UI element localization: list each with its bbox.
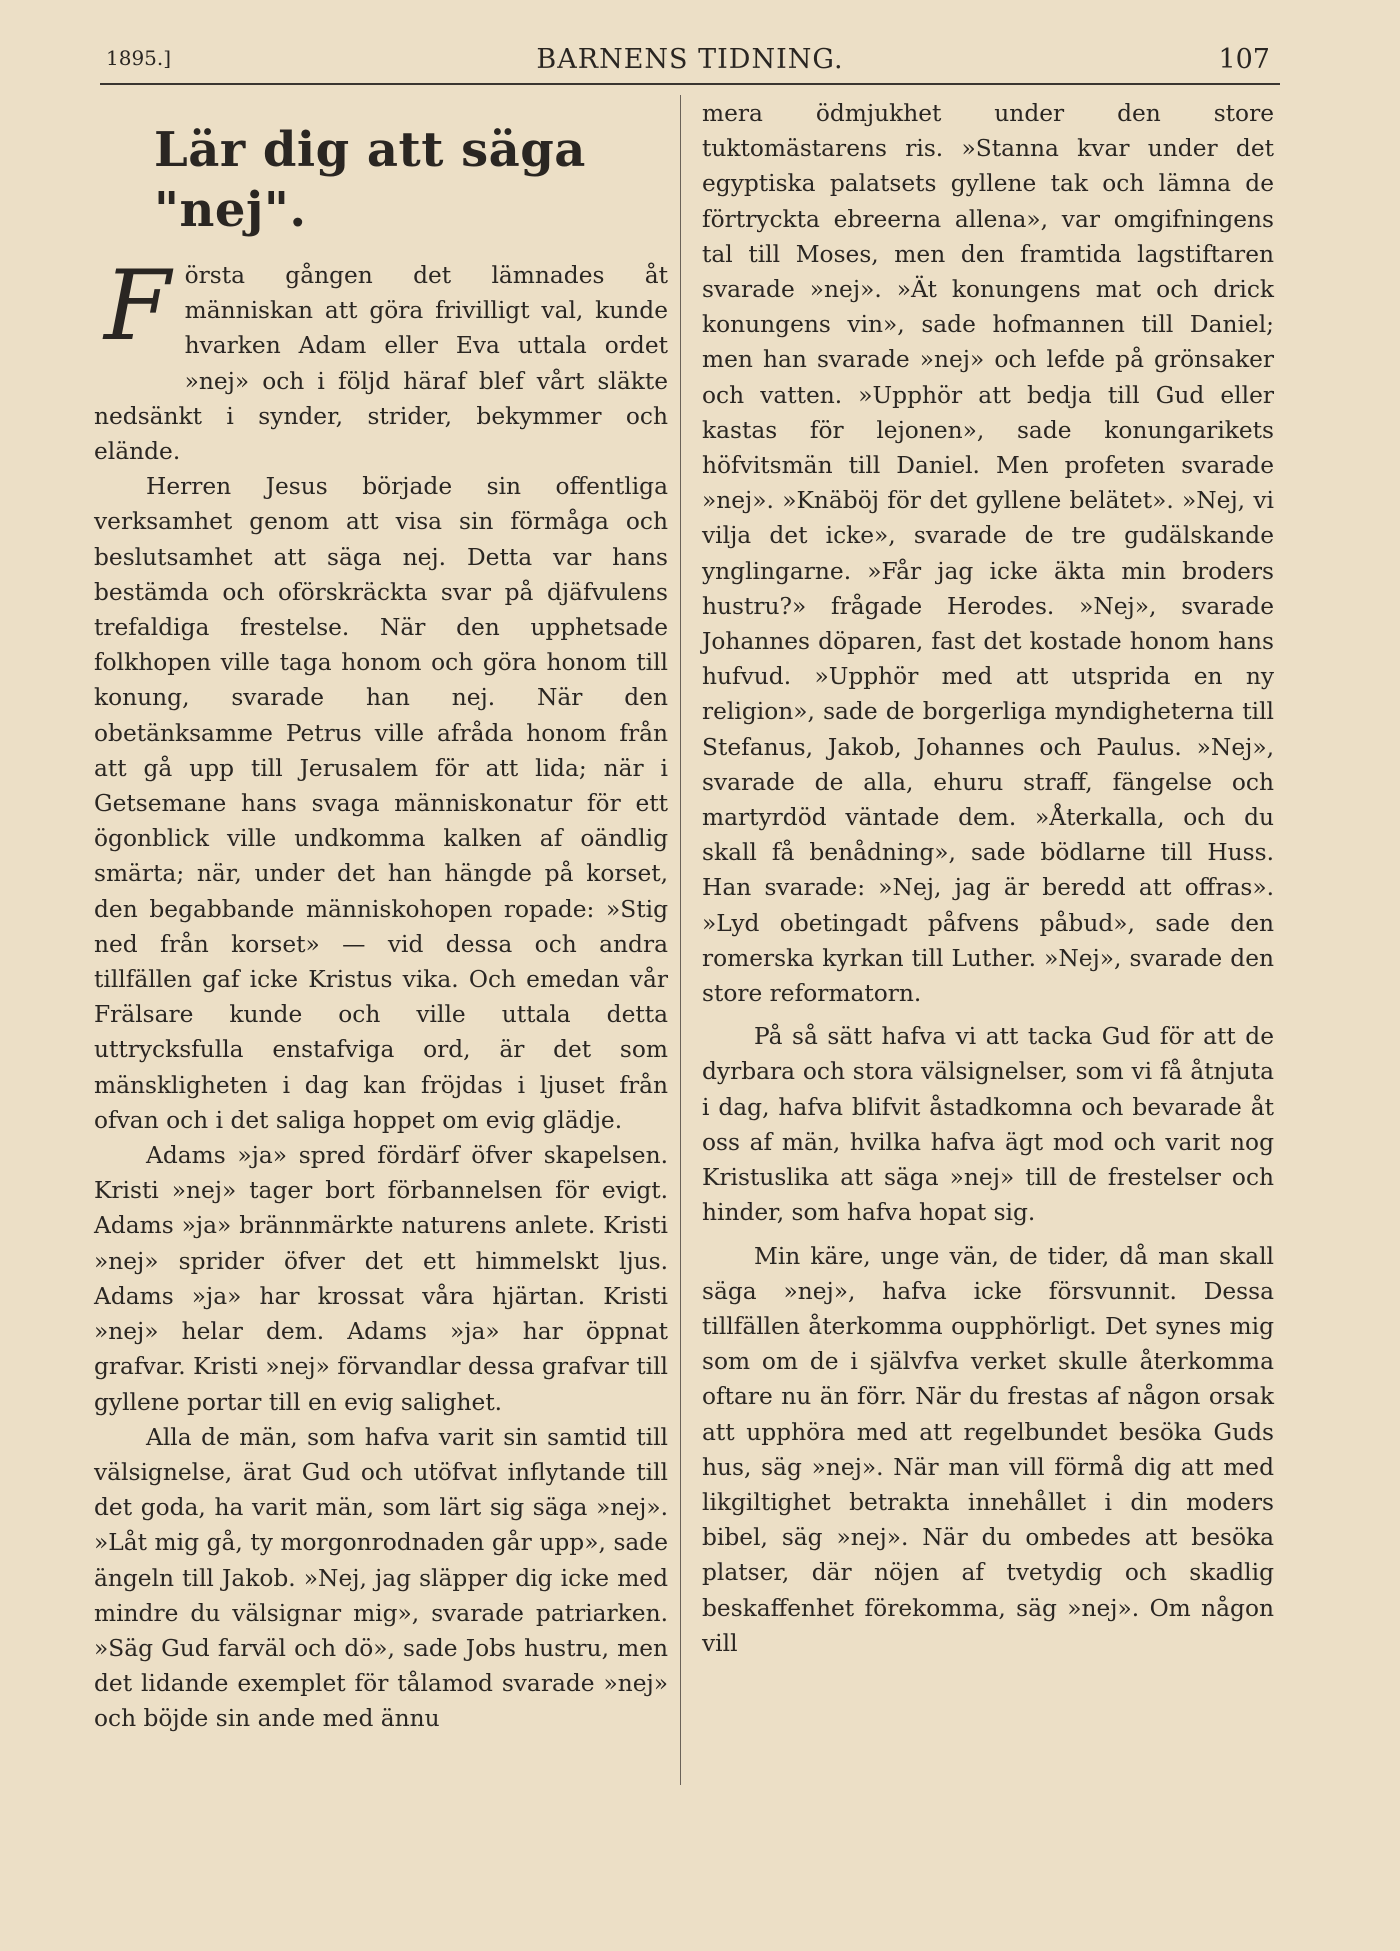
paragraph-1: Första gången det lämnades åt människan att göra frivilligt val, kunde hvarken Adam eller Eva uttala ordet »nej» och i följd häraf blef vårt släkte nedsänkt i synder, strider, bekymmer och elände. xyxy=(94,250,668,466)
column-divider xyxy=(680,95,681,1785)
header-title: BARNENS TIDNING. xyxy=(536,44,844,75)
drop-cap: F xyxy=(104,250,171,362)
left-column xyxy=(94,96,668,1737)
page-header xyxy=(100,42,1280,82)
paragraph-3: Adams »ja» spred fördärf öfver skapelsen. Kristi »nej» tager bort förbannelsen för evigt. Adams »ja» brännmärkte naturens anlete. Kristi »nej» sprider öfver det ett himmelskt ljus. Adams »ja» har krossat våra hjärtan. Kristi »nej» helar dem. Adams »ja» har öppnat grafvar. Kristi »nej» förvandlar dessa grafvar till gyllene portar till en evig salighet. xyxy=(94,1142,668,1416)
right-column xyxy=(702,96,1274,1661)
paragraph-2: Herren Jesus började sin offentliga verksamhet genom att visa sin förmåga och beslutsamhet att säga nej. Detta var hans bestämda och oförskräckta svar på djäfvulens trefaldiga frestelse. När den upphetsade folkhopen ville taga honom och göra honom till konung, svarade han nej. När den obetänksamme Petrus ville afråda honom från att gå upp till Jerusalem för att lida; när i Getsemane hans svaga människonatur för ett ögonblick ville undkomma kalken af oändlig smärta; när, under det han hängde på korset, den begabbande människohopen ropade: »Stig ned från korset» — vid dessa och andra tillfällen gaf icke Kristus vika. Och emedan vår Frälsare kunde och ville uttala detta uttrycksfulla enstafviga ord, är det som mänskligheten i dag kan fröjdas i ljuset från ofvan och i det saliga hoppet om evig glädje. xyxy=(94,473,668,1134)
paragraph-5: mera ödmjukhet under den store tuktomästarens ris. »Stanna kvar under det egyptiska palatsets gyllene tak och lämna de förtryckta ebreerna allena», var omgifningens tal till Moses, men den framtida lagstiftaren svarade »nej». »Ät konungens mat och drick konungens vin», sade hofmannen till Daniel; men han svarade »nej» och lefde på grönsaker och vatten. »Upphör att bedja till Gud eller kastas för lejonen», sade konungarikets höfvitsmän till Daniel. Men profeten svarade »nej». »Knäböj för det gyllene belätet». »Nej, vi vilja det icke», svarade de tre gudälskande ynglingarne. »Får jag icke äkta min broders hustru?» frågade Herodes. »Nej», svarade Johannes döparen, fast det kostade honom hans hufvud. »Upphör med att utsprida en ny religion», sade de borgerliga myndigheterna till Stefanus, Jakob, Johannes och Paulus. »Nej», svarade de alla, ehuru straff, fängelse och martyrdöd väntade dem. »Återkalla, och du skall få benådning», sade bödlarne till Huss. Han svarade: »Nej, jag är beredd att offras». »Lyd obetingadt påfvens påbud», sade den romerska kyrkan till Luther. »Nej», svarade den store reformatorn. xyxy=(702,100,1274,1008)
paragraph-4: Alla de män, som hafva varit sin samtid till välsignelse, ärat Gud och utöfvat inflytande till det goda, ha varit män, som lärt sig säga »nej». »Låt mig gå, ty morgonrodnaden går upp», sade ängeln till Jakob. »Nej, jag släpper dig icke med mindre du välsignar mig», svarade patriarken. »Säg Gud farväl och dö», sade Jobs hustru, men det lidande exemplet för tålamod svarade »nej» och böjde sin ande med ännu xyxy=(94,1423,668,1733)
paragraph-7: Min käre, unge vän, de tider, då man skall säga »nej», hafva icke försvunnit. Dessa tillfällen återkomma oupphörligt. Det synes mig som om de i självfva verket skulle återkomma oftare nu än förr. När du frestas af någon orsak att upphöra med att regelbundet besöka Guds hus, säg »nej». När man vill förmå dig att med likgiltighet betrakta innehållet i din moders bibel, säg »nej». När du ombedes att besöka platser, där nöjen af tvetydig och skadlig beskaffenhet förekomma, säg »nej». Om någon vill xyxy=(702,1242,1274,1657)
header-year: 1895.] xyxy=(106,46,172,70)
article-title: Lär dig att säga "nej". xyxy=(154,122,586,238)
header-page-number: 107 xyxy=(1218,44,1270,75)
paragraph-6: På så sätt hafva vi att tacka Gud för att de dyrbara och stora välsignelser, som vi få åtnjuta i dag, hafva blifvit åstadkomna och bevarade åt oss af män, hvilka hafva ägt mod och varit nog Kristuslika att säga »nej» till de frestelser och hinder, som hafva hopat sig. xyxy=(702,1023,1274,1227)
header-rule xyxy=(100,83,1280,85)
